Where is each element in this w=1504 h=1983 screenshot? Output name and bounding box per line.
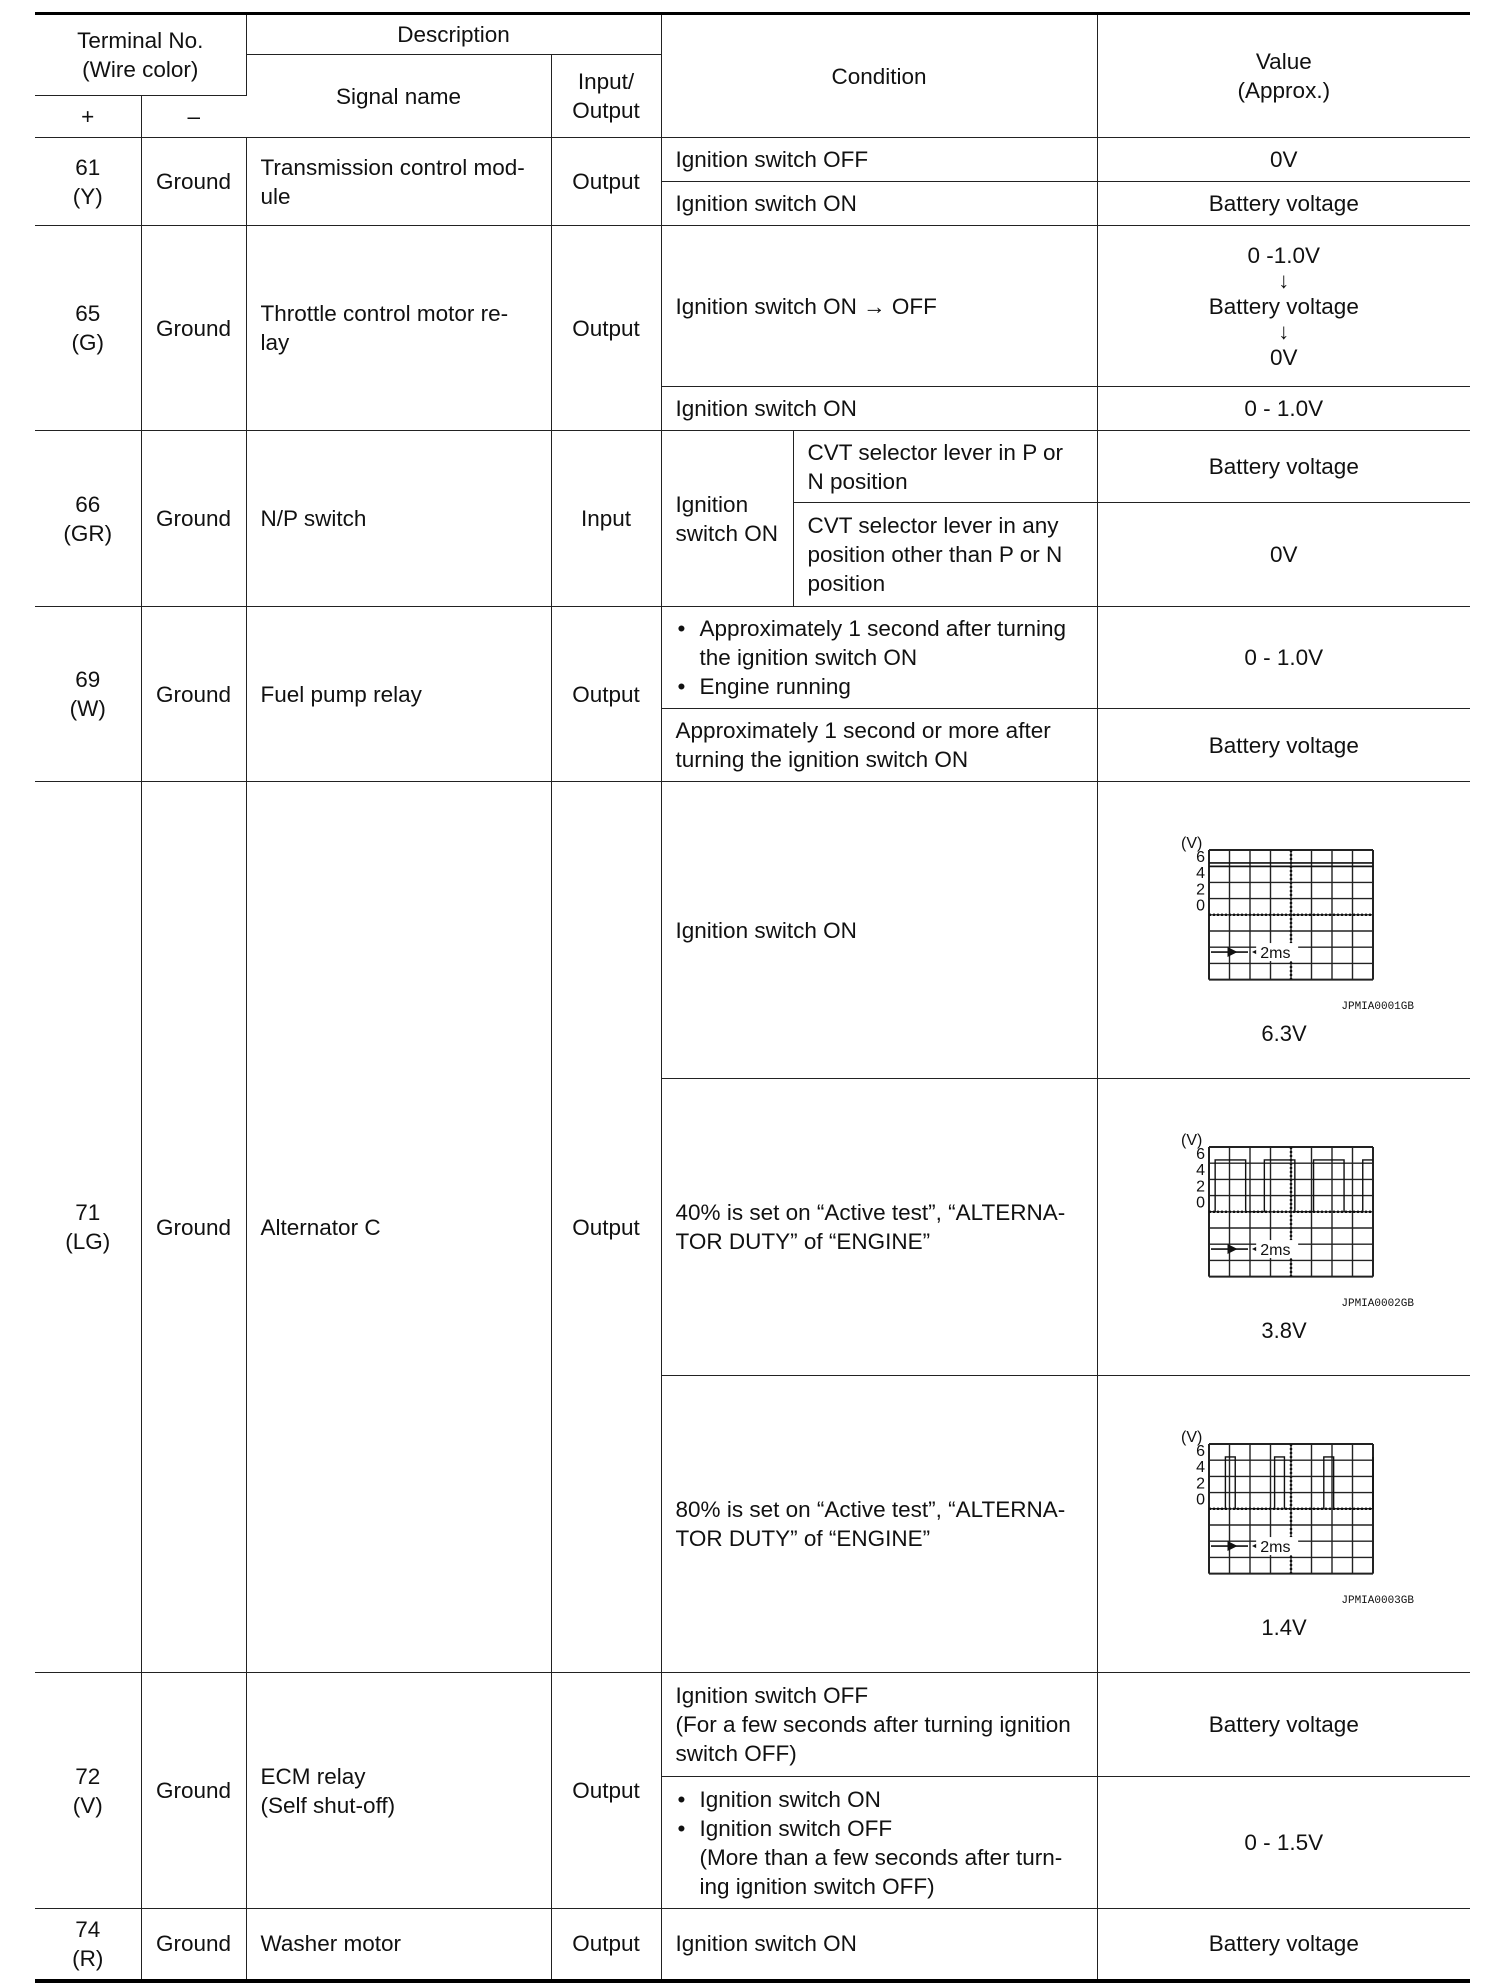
condition-cell: 40% is set on “Active test”, “ALTERNA-TOR DUTY” of “ENGINE” — [661, 1079, 1097, 1376]
y-tick-label: 6 — [1195, 1443, 1205, 1460]
value-cell: 0 - 1.0V — [1097, 387, 1470, 431]
header-description: Description — [246, 14, 661, 55]
ground-cell: Ground — [141, 1673, 246, 1909]
ground-cell: Ground — [141, 782, 246, 1673]
io-cell: Output — [551, 138, 661, 226]
header-signal-name: Signal name — [246, 55, 551, 138]
value-cell — [1097, 1079, 1470, 1376]
ground-cell: Ground — [141, 226, 246, 431]
down-arrow-icon: ↓ — [1278, 267, 1290, 293]
condition-group-cell: Ignition switch ON — [661, 431, 793, 607]
io-cell: Output — [551, 782, 661, 1673]
value-cell: 0 - 1.0V — [1097, 607, 1470, 709]
io-cell: Output — [551, 1673, 661, 1909]
y-tick-label: 4 — [1195, 1162, 1205, 1180]
terminal-cell: 72 (V) — [35, 1673, 141, 1909]
y-tick-label: 2 — [1195, 881, 1205, 899]
value-cell: 0V — [1097, 138, 1470, 182]
y-unit-label: (V) — [1180, 1132, 1203, 1149]
value-cell: Battery voltage — [1097, 431, 1470, 503]
io-cell: Input — [551, 431, 661, 607]
signal-name: Throttle control motor re-lay — [246, 226, 551, 431]
waveform-value: 1.4V — [1261, 1615, 1307, 1640]
io-cell: Output — [551, 226, 661, 431]
waveform-duty-80 — [1124, 1389, 1444, 1659]
y-tick-label: 6 — [1195, 849, 1205, 866]
y-tick-label: 0 — [1195, 897, 1205, 915]
figure-code: JPMIA0001GB — [1341, 1001, 1414, 1013]
value-cell: Battery voltage — [1097, 182, 1470, 226]
down-arrow-icon: ↓ — [1278, 318, 1290, 344]
io-cell: Output — [551, 607, 661, 782]
terminal-cell: 71 (LG) — [35, 782, 141, 1673]
condition-cell: Ignition switch ON → OFF — [661, 226, 1097, 387]
y-unit-label: (V) — [1180, 835, 1203, 852]
y-tick-label: 0 — [1195, 1194, 1205, 1212]
signal-name: Alternator C — [246, 782, 551, 1673]
condition-cell: Ignition switch ON — [661, 387, 1097, 431]
right-arrow-icon — [1227, 1541, 1237, 1551]
header-condition: Condition — [661, 14, 1097, 138]
waveform-flat — [1124, 795, 1444, 1065]
y-tick-label: 6 — [1195, 1146, 1205, 1163]
right-arrow-icon — [1227, 947, 1237, 957]
signal-name: N/P switch — [246, 431, 551, 607]
terminal-cell: 66 (GR) — [35, 431, 141, 607]
condition-cell: 80% is set on “Active test”, “ALTERNA-TOR DUTY” of “ENGINE” — [661, 1376, 1097, 1673]
time-scale-label: 2ms — [1260, 1539, 1291, 1557]
waveform-value: 3.8V — [1261, 1318, 1307, 1343]
value-cell: Battery voltage — [1097, 1909, 1470, 1981]
bullet-item: • Approximately 1 second after turning the ignition switch ON — [676, 614, 1083, 672]
header-plus: + — [35, 96, 141, 138]
value-cell: 0 -1.0V ↓ Battery voltage ↓ 0V — [1097, 226, 1470, 387]
value-cell — [1097, 1376, 1470, 1673]
value-cell: 0V — [1097, 503, 1470, 607]
signal-name: Transmission control mod-ule — [246, 138, 551, 226]
condition-cell: CVT selector lever in P or N position — [793, 431, 1097, 503]
io-cell: Output — [551, 1909, 661, 1981]
y-tick-label: 4 — [1195, 1459, 1205, 1477]
right-arrow-icon — [1227, 1244, 1237, 1254]
bullet-item: • Engine running — [676, 672, 1083, 701]
y-tick-label: 4 — [1195, 865, 1205, 883]
y-tick-label: 2 — [1195, 1475, 1205, 1493]
ecm-terminal-table — [35, 12, 1470, 1983]
terminal-cell: 61 (Y) — [35, 138, 141, 226]
header-input-output: Input/ Output — [551, 55, 661, 138]
condition-cell — [661, 607, 1097, 709]
value-cell: 0 - 1.5V — [1097, 1777, 1470, 1909]
y-tick-label: 2 — [1195, 1178, 1205, 1196]
time-scale-label: 2ms — [1260, 1242, 1291, 1260]
condition-cell: Ignition switch OFF — [661, 138, 1097, 182]
waveform-value: 6.3V — [1261, 1021, 1307, 1046]
y-unit-label: (V) — [1180, 1429, 1203, 1446]
y-tick-label: 0 — [1195, 1491, 1205, 1509]
figure-code: JPMIA0003GB — [1341, 1595, 1414, 1607]
bullet-item: • Ignition switch OFF (More than a few seconds after turn-ing ignition switch OFF) — [676, 1814, 1083, 1901]
value-cell: Battery voltage — [1097, 1673, 1470, 1777]
condition-cell: Ignition switch OFF (For a few seconds after turning ignition switch OFF) — [661, 1673, 1097, 1777]
header-minus: – — [141, 96, 246, 138]
terminal-cell: 74 (R) — [35, 1909, 141, 1981]
signal-name: ECM relay (Self shut-off) — [246, 1673, 551, 1909]
ground-cell: Ground — [141, 607, 246, 782]
signal-name: Fuel pump relay — [246, 607, 551, 782]
condition-cell: Ignition switch ON — [661, 1909, 1097, 1981]
ground-cell: Ground — [141, 431, 246, 607]
waveform-duty-40 — [1124, 1092, 1444, 1362]
figure-code: JPMIA0002GB — [1341, 1298, 1414, 1310]
terminal-cell: 69 (W) — [35, 607, 141, 782]
condition-cell: Approximately 1 second or more after turning the ignition switch ON — [661, 709, 1097, 782]
condition-cell — [661, 1777, 1097, 1909]
condition-cell: Ignition switch ON — [661, 782, 1097, 1079]
ground-cell: Ground — [141, 1909, 246, 1981]
ground-cell: Ground — [141, 138, 246, 226]
header-terminal: Terminal No. (Wire color) — [35, 14, 246, 96]
terminal-cell: 65 (G) — [35, 226, 141, 431]
time-scale-label: 2ms — [1260, 945, 1291, 963]
bullet-item: • Ignition switch ON — [676, 1785, 1083, 1814]
header-value: Value (Approx.) — [1097, 14, 1470, 138]
signal-name: Washer motor — [246, 1909, 551, 1981]
value-cell — [1097, 782, 1470, 1079]
condition-cell: CVT selector lever in any position other than P or N position — [793, 503, 1097, 607]
value-cell: Battery voltage — [1097, 709, 1470, 782]
condition-cell: Ignition switch ON — [661, 182, 1097, 226]
